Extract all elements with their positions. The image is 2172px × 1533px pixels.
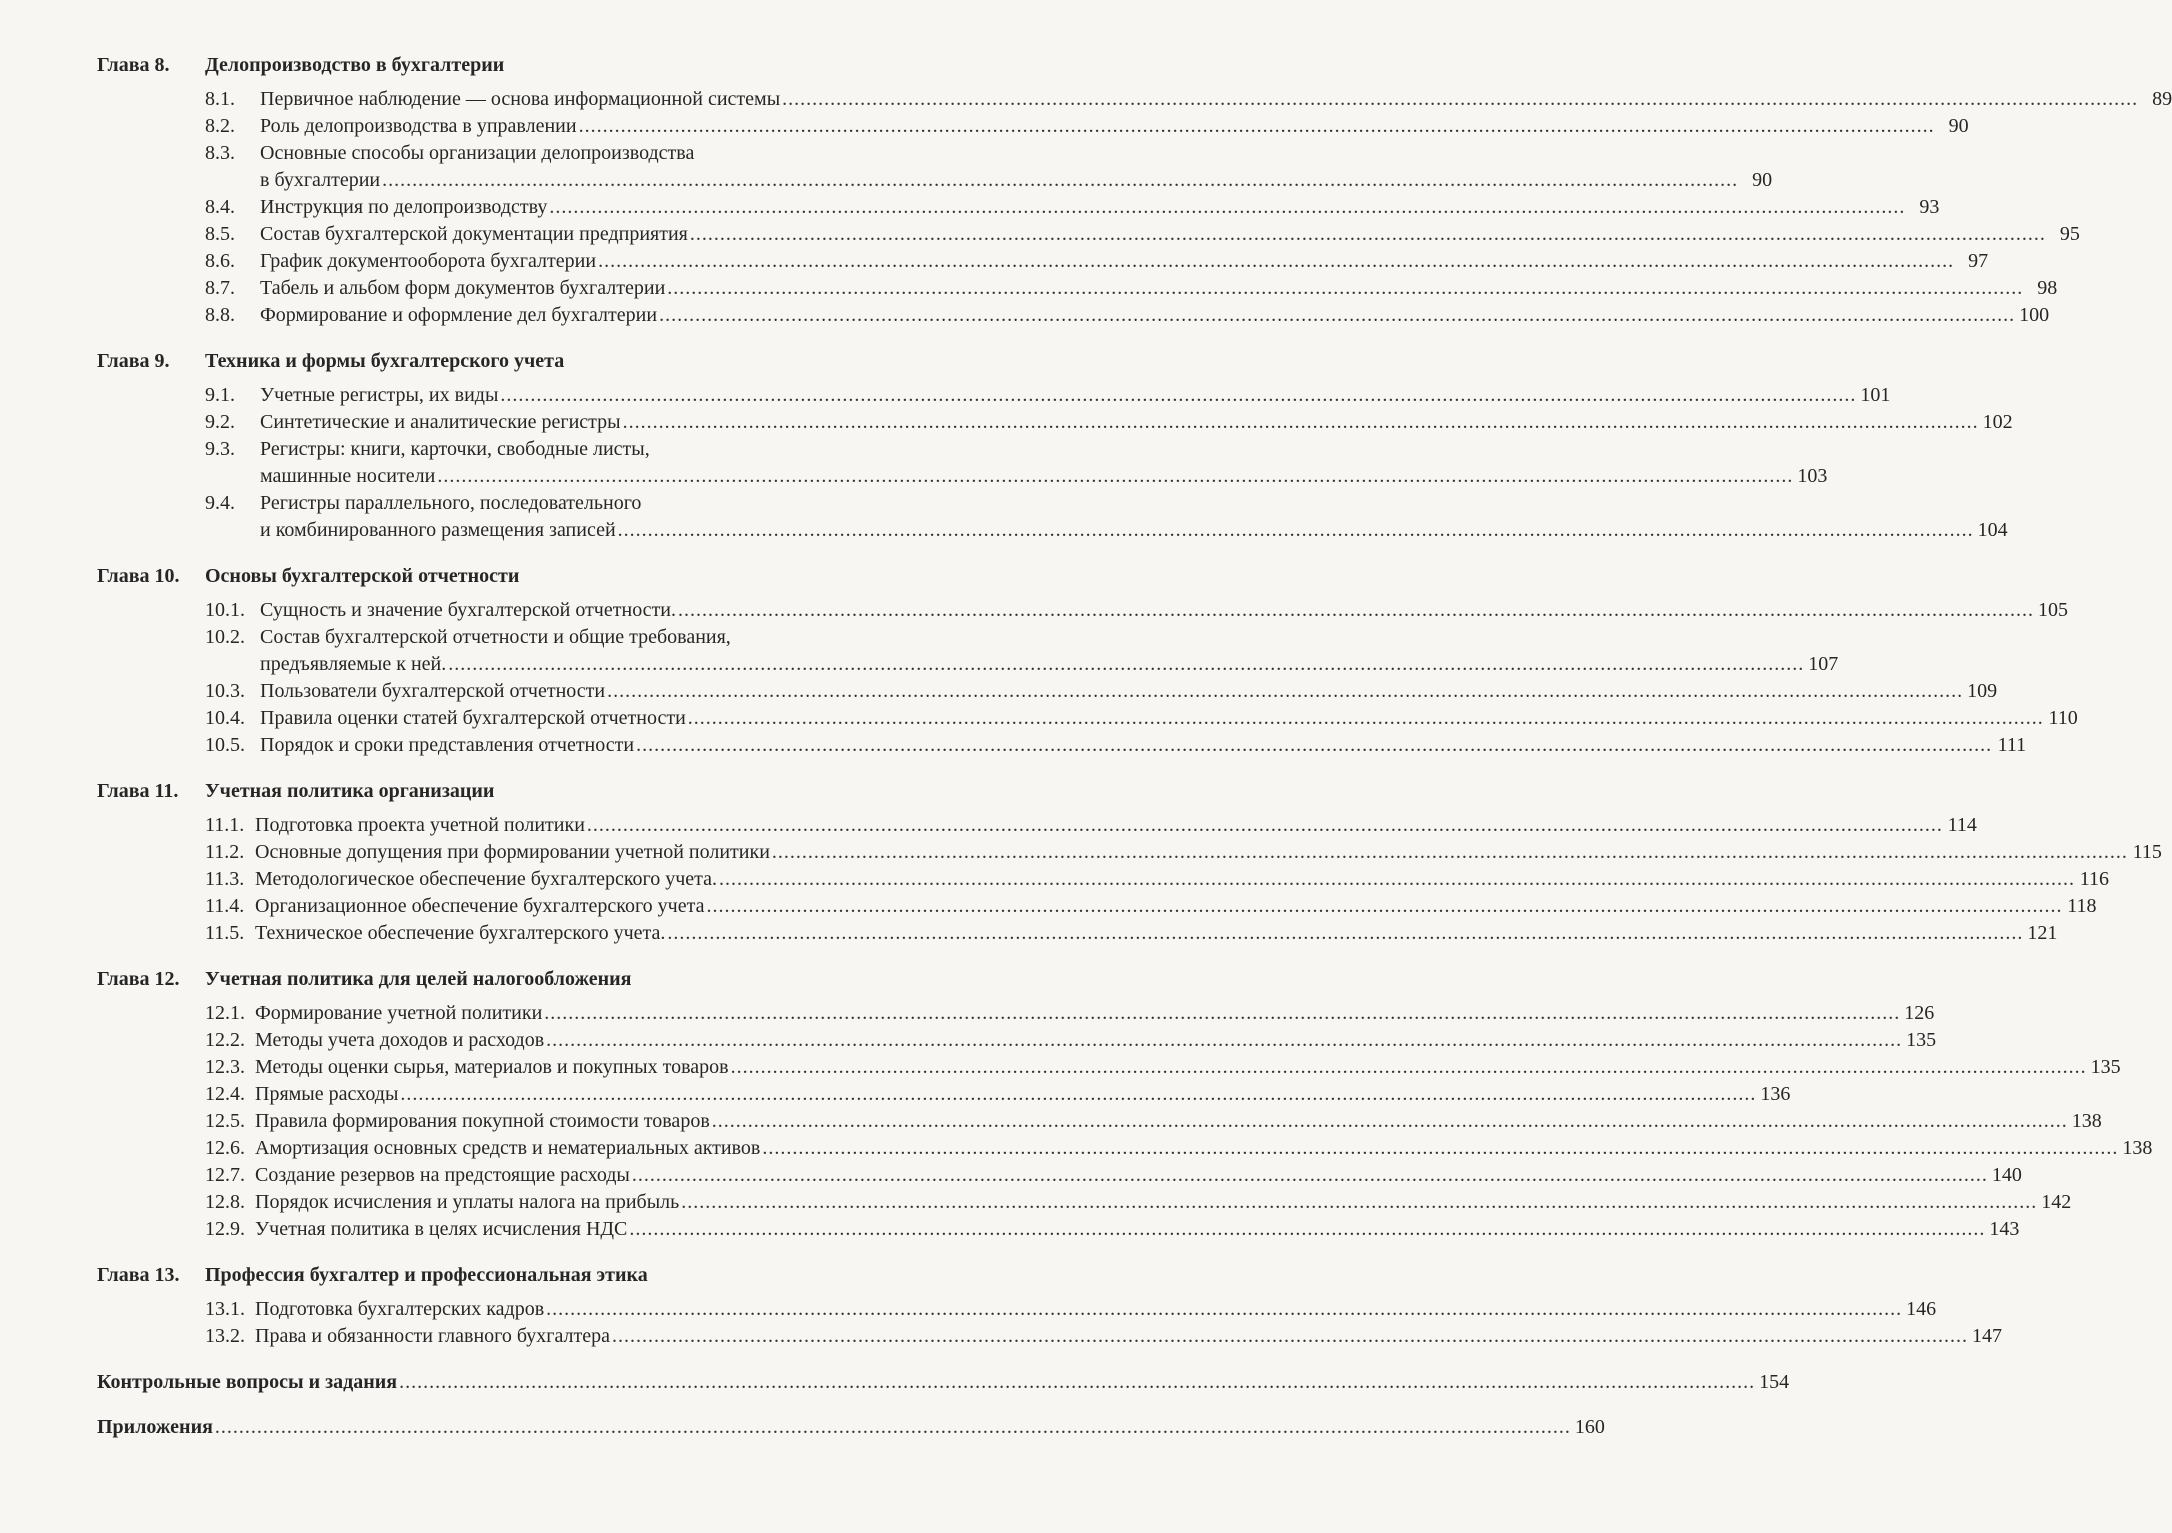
dot-leader — [706, 893, 2062, 920]
section-title-last-line — [255, 1081, 1790, 1108]
section-title-line: и комбинированного размещения записей — [260, 519, 616, 541]
page-number: 140 — [1991, 1164, 2022, 1186]
page-number: 95 — [2059, 223, 2080, 245]
page-number: 143 — [1989, 1218, 2020, 1240]
section-title-last-line — [255, 1189, 2071, 1216]
chapter-number: Глава 11. — [97, 780, 179, 802]
section-number: 12.9. — [205, 1218, 245, 1240]
page-number: 146 — [1906, 1298, 1937, 1320]
section-title-last-line — [255, 1027, 1936, 1054]
toc-entry — [205, 839, 2162, 866]
page-number: 147 — [1972, 1325, 2002, 1347]
section-body — [260, 140, 1772, 194]
section-title-line: машинные носители — [260, 465, 436, 487]
section-title-line: Формирование и оформление дел бухгалтерии — [260, 304, 658, 326]
section-number: 8.2. — [205, 115, 235, 137]
toc-entry — [205, 436, 1828, 490]
dot-leader — [549, 194, 1905, 221]
section-number: 13.2. — [205, 1325, 245, 1347]
section-number: 12.4. — [205, 1083, 245, 1105]
dot-leader — [399, 1369, 1755, 1396]
toc-entry — [205, 113, 1969, 140]
toc-entry — [205, 597, 2069, 624]
toc-entry — [205, 1162, 2022, 1189]
chapter-title: Техника и формы бухгалтерского учета — [205, 350, 565, 372]
toc-entry — [205, 866, 2110, 893]
section-title-line: Регистры: книги, карточки, свободные листы, — [260, 438, 650, 460]
section-title-last-line — [260, 86, 2172, 113]
page-number: 115 — [2132, 841, 2162, 863]
final-entry-title: Приложения — [97, 1416, 213, 1438]
dot-leader — [636, 732, 1992, 759]
page-number: 135 — [2090, 1056, 2121, 1078]
chapter-title: Учетная политика для целей налогообложения — [205, 968, 632, 990]
page-number: 109 — [1967, 680, 1998, 702]
section-title-line: Порядок и сроки представления отчетности — [260, 734, 635, 756]
section-title-line: Подготовка бухгалтерских кадров — [255, 1298, 545, 1320]
section-title-last-line — [260, 597, 2068, 624]
page-number: 154 — [1759, 1371, 1790, 1393]
toc-entry — [205, 1027, 1937, 1054]
section-title-line: Состав бухгалтерской отчетности и общие требования, — [260, 626, 731, 648]
section-title-line: Синтетические и аналитические регистры — [260, 411, 621, 433]
section-number: 10.4. — [205, 707, 245, 729]
section-body — [260, 302, 2049, 329]
chapter-heading — [97, 1262, 977, 1288]
chapter-number: Глава 12. — [97, 968, 180, 990]
section-number: 12.5. — [205, 1110, 245, 1132]
section-title-last-line — [260, 221, 2080, 248]
section-body — [255, 1000, 1934, 1027]
section-body — [260, 597, 2068, 624]
page-number: 114 — [1947, 814, 1977, 836]
section-title-line: Прямые расходы — [255, 1083, 399, 1105]
section-title-last-line — [260, 275, 2057, 302]
page-number: 89 — [2152, 88, 2172, 110]
dot-leader — [598, 248, 1954, 275]
dot-leader — [690, 221, 2046, 248]
section-body — [260, 86, 2172, 113]
dot-leader — [448, 651, 1804, 678]
section-title-line: Создание резервов на предстоящие расходы — [255, 1164, 630, 1186]
dot-leader — [618, 517, 1974, 544]
section-title-last-line — [255, 920, 2057, 947]
dot-leader — [400, 1081, 1756, 1108]
toc-entry — [205, 705, 2078, 732]
section-number: 10.3. — [205, 680, 245, 702]
page-number: 90 — [1948, 115, 1969, 137]
section-body — [260, 382, 1890, 409]
section-number: 9.1. — [205, 384, 235, 406]
section-number: 11.3. — [205, 868, 245, 890]
section-body — [260, 732, 2026, 759]
section-title-line: Подготовка проекта учетной политики — [255, 814, 585, 836]
section-body — [255, 1027, 1936, 1054]
toc-entry — [205, 302, 2050, 329]
page-number: 104 — [1977, 519, 2008, 541]
dot-leader — [681, 1189, 2037, 1216]
section-body — [260, 678, 1997, 705]
section-title-last-line — [260, 248, 1988, 275]
section-title-line: Организационное обеспечение бухгалтерского учета — [255, 895, 705, 917]
dot-leader — [688, 705, 2044, 732]
section-title-line: Методологическое обеспечение бухгалтерского учета. — [255, 868, 718, 890]
section-body — [255, 893, 2096, 920]
toc-entry — [205, 732, 2027, 759]
section-title-last-line — [260, 463, 1827, 490]
toc-entry — [205, 893, 2097, 920]
section-number: 10.1. — [205, 599, 245, 621]
section-title-last-line — [255, 1000, 1934, 1027]
section-title-last-line — [260, 382, 1890, 409]
chapter-section — [97, 348, 2013, 544]
dot-leader — [607, 678, 1963, 705]
dot-leader — [731, 1054, 2087, 1081]
section-title-last-line — [255, 866, 2109, 893]
section-body — [255, 920, 2057, 947]
section-body — [255, 1296, 1936, 1323]
section-title-last-line — [255, 1108, 2102, 1135]
toc-entry — [205, 1135, 2153, 1162]
toc-entry — [205, 1216, 2020, 1243]
page-number: 100 — [2019, 304, 2050, 326]
toc-entry — [205, 1081, 1791, 1108]
dot-leader — [659, 302, 2015, 329]
toc-entry — [205, 194, 1940, 221]
page-number: 98 — [2037, 277, 2058, 299]
chapter-title: Профессия бухгалтер и профессиональная этика — [205, 1264, 648, 1286]
page-number: 116 — [2079, 868, 2110, 890]
section-number: 13.1. — [205, 1298, 245, 1320]
dot-leader — [772, 839, 2128, 866]
page-number: 103 — [1797, 465, 1828, 487]
section-title-last-line — [260, 113, 1969, 140]
toc-entry — [205, 624, 1839, 678]
section-number: 12.6. — [205, 1137, 245, 1159]
section-body — [255, 1135, 2152, 1162]
toc-entry — [205, 248, 1989, 275]
chapter-section — [97, 778, 2162, 947]
dot-leader — [632, 1162, 1988, 1189]
section-body — [260, 194, 1939, 221]
dot-leader — [762, 1135, 2118, 1162]
dot-leader — [215, 1414, 1571, 1441]
dot-leader — [678, 597, 2034, 624]
section-title-line: в бухгалтерии — [260, 169, 381, 191]
table-of-contents — [97, 52, 2172, 1459]
chapter-heading — [97, 966, 977, 992]
section-title-last-line — [255, 1135, 2152, 1162]
section-title-last-line — [255, 1054, 2121, 1081]
section-title-line: Роль делопроизводства в управлении — [260, 115, 577, 137]
section-title-line: Табель и альбом форм документов бухгалтерии — [260, 277, 666, 299]
dot-leader — [544, 1000, 1900, 1027]
section-body — [260, 275, 2057, 302]
section-number: 10.5. — [205, 734, 245, 756]
chapter-heading — [97, 563, 977, 589]
section-body — [255, 1323, 2002, 1350]
section-number: 8.4. — [205, 196, 235, 218]
section-body — [260, 221, 2080, 248]
dot-leader — [612, 1323, 1968, 1350]
section-body — [260, 624, 1838, 678]
section-body — [255, 839, 2162, 866]
toc-entry — [205, 920, 2058, 947]
page-number: 101 — [1860, 384, 1891, 406]
page-number: 135 — [1906, 1029, 1937, 1051]
dot-leader — [712, 1108, 2068, 1135]
chapter-heading — [97, 778, 977, 804]
page-number: 107 — [1808, 653, 1839, 675]
section-title-line: Основные допущения при формировании учетной политики — [255, 841, 770, 863]
page-number: 93 — [1919, 196, 1940, 218]
section-title-last-line — [260, 194, 1939, 221]
toc-entry — [205, 140, 1773, 194]
toc-entry — [205, 1054, 2121, 1081]
dot-leader — [587, 812, 1943, 839]
section-title-line: Инструкция по делопроизводству — [260, 196, 548, 218]
section-title-line: Основные способы организации делопроизводства — [260, 142, 695, 164]
section-title-last-line — [255, 812, 1977, 839]
section-number: 8.3. — [205, 142, 235, 164]
dot-leader — [546, 1296, 1902, 1323]
section-title-line: Методы оценки сырья, материалов и покупных товаров — [255, 1056, 729, 1078]
toc-final-entry — [97, 1369, 1790, 1396]
page-number: 118 — [2067, 895, 2097, 917]
section-title-line: Амортизация основных средств и нематериальных активов — [255, 1137, 761, 1159]
section-title-line: Методы учета доходов и расходов — [255, 1029, 545, 1051]
section-title-line: Правила формирования покупной стоимости товаров — [255, 1110, 710, 1132]
page-number: 138 — [2071, 1110, 2102, 1132]
section-title-line: Учетные регистры, их виды — [260, 384, 499, 406]
section-title-line: Права и обязанности главного бухгалтера — [255, 1325, 610, 1347]
section-title-last-line — [260, 517, 2008, 544]
toc-entry — [205, 221, 2080, 248]
section-title-line: Техническое обеспечение бухгалтерского учета. — [255, 922, 666, 944]
section-number: 8.5. — [205, 223, 235, 245]
section-title-last-line — [260, 705, 2078, 732]
toc-entry — [205, 812, 1977, 839]
section-title-line: Состав бухгалтерской документации предприятия — [260, 223, 688, 245]
section-number: 12.1. — [205, 1002, 245, 1024]
dot-leader — [579, 113, 1935, 140]
chapter-number: Глава 10. — [97, 565, 180, 587]
section-number: 12.3. — [205, 1056, 245, 1078]
section-number: 8.7. — [205, 277, 235, 299]
page-number: 136 — [1760, 1083, 1791, 1105]
section-title-last-line — [255, 1323, 2002, 1350]
dot-leader — [623, 409, 1979, 436]
page-number: 126 — [1904, 1002, 1935, 1024]
section-body — [260, 705, 2078, 732]
section-title-line: Пользователи бухгалтерской отчетности — [260, 680, 606, 702]
section-body — [255, 1189, 2071, 1216]
section-title-last-line — [260, 651, 1838, 678]
section-body — [255, 1054, 2121, 1081]
section-body — [260, 113, 1969, 140]
section-body — [255, 1108, 2102, 1135]
chapter-title: Учетная политика организации — [205, 780, 495, 802]
section-title-line: График документооборота бухгалтерии — [260, 250, 597, 272]
section-body — [260, 490, 2008, 544]
page-number: 142 — [2041, 1191, 2072, 1213]
section-number: 11.5. — [205, 922, 245, 944]
toc-entry — [205, 275, 2058, 302]
chapter-heading — [97, 348, 977, 374]
section-title-line: Сущность и значение бухгалтерской отчетности. — [260, 599, 677, 621]
toc-entry — [205, 1296, 1937, 1323]
dot-leader — [719, 866, 2075, 893]
section-number: 8.8. — [205, 304, 235, 326]
section-body — [255, 812, 1977, 839]
section-title-line: Первичное наблюдение — основа информационной системы — [260, 88, 781, 110]
section-number: 11.4. — [205, 895, 245, 917]
section-title-last-line — [260, 732, 2026, 759]
page-number: 102 — [1982, 411, 2013, 433]
toc-final-entry — [97, 1414, 1605, 1441]
section-number: 11.2. — [205, 841, 245, 863]
toc-entry — [205, 1189, 2072, 1216]
dot-leader — [667, 920, 2023, 947]
dot-leader — [500, 382, 1856, 409]
section-number: 8.1. — [205, 88, 235, 110]
toc-entry — [205, 1000, 1935, 1027]
chapter-section — [97, 563, 2078, 759]
page-number: 110 — [2048, 707, 2078, 729]
section-title-last-line — [255, 839, 2162, 866]
toc-entry — [205, 678, 1998, 705]
section-body — [260, 436, 1827, 490]
section-number: 10.2. — [205, 626, 245, 648]
section-title-last-line — [260, 302, 2049, 329]
section-body — [260, 409, 2013, 436]
chapter-section — [97, 52, 2172, 329]
section-title-line: Формирование учетной политики — [255, 1002, 543, 1024]
page-number: 90 — [1752, 169, 1773, 191]
chapter-title: Основы бухгалтерской отчетности — [205, 565, 520, 587]
section-number: 9.2. — [205, 411, 235, 433]
chapter-heading — [97, 52, 977, 78]
dot-leader — [667, 275, 2023, 302]
chapter-number: Глава 9. — [97, 350, 170, 372]
section-title-last-line — [260, 167, 1772, 194]
section-title-line: Учетная политика в целях исчисления НДС — [255, 1218, 628, 1240]
section-number: 12.8. — [205, 1191, 245, 1213]
section-number: 9.3. — [205, 438, 235, 460]
toc-entry — [205, 1323, 2002, 1350]
section-body — [255, 1081, 1790, 1108]
section-body — [255, 1162, 2022, 1189]
page-number: 97 — [1968, 250, 1989, 272]
chapter-section — [97, 966, 2153, 1243]
section-body — [255, 1216, 2019, 1243]
final-entry-title: Контрольные вопросы и задания — [97, 1371, 398, 1393]
dot-leader — [437, 463, 1793, 490]
page-number: 111 — [1997, 734, 2027, 756]
section-title-last-line — [255, 1296, 1936, 1323]
dot-leader — [782, 86, 2138, 113]
section-title-line: предъявляемые к ней. — [260, 653, 447, 675]
toc-entry — [205, 490, 2008, 544]
section-title-last-line — [255, 1162, 2022, 1189]
page-number: 138 — [2122, 1137, 2153, 1159]
page-number: 105 — [2038, 599, 2069, 621]
section-number: 9.4. — [205, 492, 235, 514]
section-title-line: Правила оценки статей бухгалтерской отчетности — [260, 707, 686, 729]
chapter-number: Глава 8. — [97, 54, 170, 76]
section-title-last-line — [260, 409, 2013, 436]
toc-entry — [205, 1108, 2102, 1135]
toc-entry — [205, 409, 2013, 436]
section-number: 11.1. — [205, 814, 245, 836]
chapter-number: Глава 13. — [97, 1264, 180, 1286]
dot-leader — [629, 1216, 1985, 1243]
toc-entry — [205, 382, 1891, 409]
section-title-line: Порядок исчисления и уплаты налога на прибыль — [255, 1191, 680, 1213]
toc-entry — [205, 86, 2172, 113]
section-body — [260, 248, 1988, 275]
page-number: 121 — [2027, 922, 2058, 944]
section-number: 8.6. — [205, 250, 235, 272]
dot-leader — [546, 1027, 1902, 1054]
page-number: 160 — [1574, 1416, 1605, 1438]
chapter-section — [97, 1262, 2002, 1350]
dot-leader — [382, 167, 1738, 194]
section-title-last-line — [260, 678, 1997, 705]
section-title-last-line — [255, 893, 2096, 920]
section-number: 12.7. — [205, 1164, 245, 1186]
section-body — [255, 866, 2109, 893]
chapter-title: Делопроизводство в бухгалтерии — [205, 54, 505, 76]
section-title-last-line — [255, 1216, 2019, 1243]
section-title-line: Регистры параллельного, последовательного — [260, 492, 642, 514]
section-number: 12.2. — [205, 1029, 245, 1051]
